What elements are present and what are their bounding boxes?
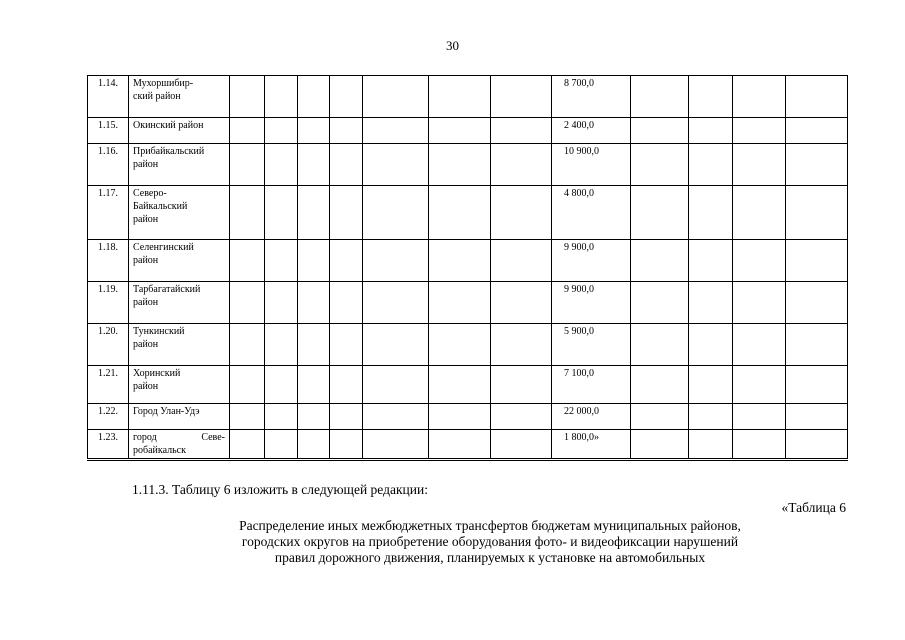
municipality-name <box>129 430 230 460</box>
empty-cell <box>786 282 848 324</box>
empty-cell <box>733 404 786 430</box>
empty-cell <box>298 186 330 240</box>
municipality-name-line: город Севе- <box>133 432 225 443</box>
municipality-name <box>129 118 230 144</box>
municipality-name-line: Мухоршибир- <box>133 78 194 89</box>
municipality-name-line: район <box>133 339 159 350</box>
table-row <box>88 282 848 324</box>
table-row <box>88 430 848 460</box>
empty-cell <box>689 430 733 460</box>
empty-cell <box>733 76 786 118</box>
row-number: 1.22. <box>88 404 129 430</box>
empty-cell <box>298 240 330 282</box>
empty-cell <box>230 404 265 430</box>
amendment-instruction: 1.11.3. Таблицу 6 изложить в следующей редакции: <box>132 482 428 497</box>
empty-cell <box>265 282 298 324</box>
empty-cell <box>298 76 330 118</box>
row-number: 1.15. <box>88 118 129 144</box>
empty-cell <box>230 240 265 282</box>
empty-cell <box>491 430 552 460</box>
table-row <box>88 118 848 144</box>
empty-cell <box>689 324 733 366</box>
empty-cell <box>733 366 786 404</box>
empty-cell <box>330 282 363 324</box>
empty-cell <box>786 76 848 118</box>
empty-cell <box>631 186 689 240</box>
municipality-name-line: ский район <box>133 91 181 102</box>
empty-cell <box>298 430 330 460</box>
empty-cell <box>786 144 848 186</box>
empty-cell <box>429 118 491 144</box>
row-number: 1.19. <box>88 282 129 324</box>
municipality-name-line: Тункинский <box>133 326 185 337</box>
amount-cell: 8 700,0 <box>552 76 631 118</box>
empty-cell <box>733 240 786 282</box>
row-number: 1.23. <box>88 430 129 460</box>
empty-cell <box>631 366 689 404</box>
municipality-name <box>129 282 230 324</box>
empty-cell <box>330 404 363 430</box>
empty-cell <box>265 404 298 430</box>
municipality-name-line: Хоринский <box>133 368 181 379</box>
empty-cell <box>786 366 848 404</box>
empty-cell <box>733 118 786 144</box>
municipality-name-line: Селенгинский <box>133 242 194 253</box>
empty-cell <box>265 118 298 144</box>
municipality-name <box>129 404 230 430</box>
empty-cell <box>230 282 265 324</box>
empty-cell <box>298 282 330 324</box>
empty-cell <box>491 240 552 282</box>
empty-cell <box>733 144 786 186</box>
empty-cell <box>786 240 848 282</box>
empty-cell <box>491 76 552 118</box>
empty-cell <box>429 76 491 118</box>
empty-cell <box>330 324 363 366</box>
amount-cell: 9 900,0 <box>552 282 631 324</box>
empty-cell <box>689 240 733 282</box>
empty-cell <box>689 186 733 240</box>
municipality-name-line: район <box>133 381 159 392</box>
empty-cell <box>689 366 733 404</box>
empty-cell <box>631 144 689 186</box>
empty-cell <box>631 76 689 118</box>
empty-cell <box>265 240 298 282</box>
empty-cell <box>689 404 733 430</box>
empty-cell <box>265 76 298 118</box>
amount-cell: 5 900,0 <box>552 324 631 366</box>
amount-cell: 9 900,0 <box>552 240 631 282</box>
empty-cell <box>491 186 552 240</box>
empty-cell <box>689 118 733 144</box>
empty-cell <box>631 118 689 144</box>
municipality-name-line: Тарбагатайский <box>133 284 201 295</box>
empty-cell <box>330 144 363 186</box>
municipality-name-line: Байкальский <box>133 201 188 212</box>
transfers-table <box>87 75 848 461</box>
empty-cell <box>230 186 265 240</box>
empty-cell <box>230 324 265 366</box>
empty-cell <box>265 324 298 366</box>
empty-cell <box>363 324 429 366</box>
empty-cell <box>631 240 689 282</box>
empty-cell <box>363 144 429 186</box>
table-reference: «Таблица 6 <box>781 500 846 515</box>
municipality-name <box>129 186 230 240</box>
amount-cell: 7 100,0 <box>552 366 631 404</box>
empty-cell <box>363 282 429 324</box>
empty-cell <box>330 430 363 460</box>
row-number: 1.21. <box>88 366 129 404</box>
empty-cell <box>363 240 429 282</box>
empty-cell <box>786 430 848 460</box>
municipality-name <box>129 144 230 186</box>
empty-cell <box>330 118 363 144</box>
table-row <box>88 366 848 404</box>
empty-cell <box>298 324 330 366</box>
table-row <box>88 186 848 240</box>
empty-cell <box>330 186 363 240</box>
municipality-name <box>129 366 230 404</box>
empty-cell <box>429 282 491 324</box>
municipality-name-line: Окинский район <box>133 120 204 131</box>
amount-cell: 2 400,0 <box>552 118 631 144</box>
amount-cell: 4 800,0 <box>552 186 631 240</box>
row-number: 1.16. <box>88 144 129 186</box>
table-caption <box>180 518 800 566</box>
empty-cell <box>733 324 786 366</box>
municipality-name-line: район <box>133 255 159 266</box>
empty-cell <box>330 366 363 404</box>
municipality-name <box>129 240 230 282</box>
empty-cell <box>429 366 491 404</box>
empty-cell <box>363 118 429 144</box>
empty-cell <box>265 186 298 240</box>
municipality-name-line: робайкальск <box>133 445 186 456</box>
empty-cell <box>363 404 429 430</box>
amount-cell: 10 900,0 <box>552 144 631 186</box>
empty-cell <box>786 186 848 240</box>
empty-cell <box>298 144 330 186</box>
row-number: 1.14. <box>88 76 129 118</box>
empty-cell <box>230 76 265 118</box>
empty-cell <box>363 366 429 404</box>
empty-cell <box>363 430 429 460</box>
empty-cell <box>429 430 491 460</box>
empty-cell <box>429 144 491 186</box>
empty-cell <box>265 430 298 460</box>
empty-cell <box>429 186 491 240</box>
empty-cell <box>631 282 689 324</box>
empty-cell <box>689 144 733 186</box>
caption-line: правил дорожного движения, планируемых к установке на автомобильных <box>274 550 706 565</box>
empty-cell <box>491 144 552 186</box>
empty-cell <box>298 366 330 404</box>
empty-cell <box>689 282 733 324</box>
empty-cell <box>330 76 363 118</box>
empty-cell <box>230 118 265 144</box>
table-row <box>88 76 848 118</box>
empty-cell <box>689 76 733 118</box>
empty-cell <box>298 118 330 144</box>
empty-cell <box>786 118 848 144</box>
municipality-name <box>129 324 230 366</box>
empty-cell <box>230 144 265 186</box>
empty-cell <box>265 366 298 404</box>
row-number: 1.18. <box>88 240 129 282</box>
empty-cell <box>631 404 689 430</box>
empty-cell <box>491 404 552 430</box>
empty-cell <box>230 430 265 460</box>
caption-line: городских округов на приобретение оборудования фото- и видеофиксации нарушений <box>241 534 739 549</box>
empty-cell <box>491 324 552 366</box>
empty-cell <box>330 240 363 282</box>
empty-cell <box>429 404 491 430</box>
empty-cell <box>491 282 552 324</box>
empty-cell <box>733 186 786 240</box>
municipality-name-line: район <box>133 297 159 308</box>
empty-cell <box>491 366 552 404</box>
empty-cell <box>363 186 429 240</box>
row-number: 1.17. <box>88 186 129 240</box>
empty-cell <box>230 366 265 404</box>
municipality-name-line: район <box>133 214 159 225</box>
amount-cell: 1 800,0» <box>552 430 631 460</box>
amount-cell: 22 000,0 <box>552 404 631 430</box>
municipality-name-line: Северо- <box>133 188 167 199</box>
empty-cell <box>265 144 298 186</box>
empty-cell <box>631 430 689 460</box>
empty-cell <box>786 404 848 430</box>
municipality-name-line: район <box>133 159 159 170</box>
table-row <box>88 144 848 186</box>
empty-cell <box>429 324 491 366</box>
empty-cell <box>631 324 689 366</box>
municipality-name <box>129 76 230 118</box>
empty-cell <box>298 404 330 430</box>
table-row <box>88 240 848 282</box>
empty-cell <box>491 118 552 144</box>
empty-cell <box>733 282 786 324</box>
empty-cell <box>363 76 429 118</box>
table-row <box>88 404 848 430</box>
row-number: 1.20. <box>88 324 129 366</box>
municipality-name-line: Город Улан-Удэ <box>133 406 200 417</box>
municipality-name-line: Прибайкальский <box>133 146 205 157</box>
empty-cell <box>786 324 848 366</box>
empty-cell <box>733 430 786 460</box>
empty-cell <box>429 240 491 282</box>
caption-line: Распределение иных межбюджетных трансфертов бюджетам муниципальных районов, <box>239 518 741 533</box>
table-row <box>88 324 848 366</box>
page-number: 30 <box>446 38 459 53</box>
